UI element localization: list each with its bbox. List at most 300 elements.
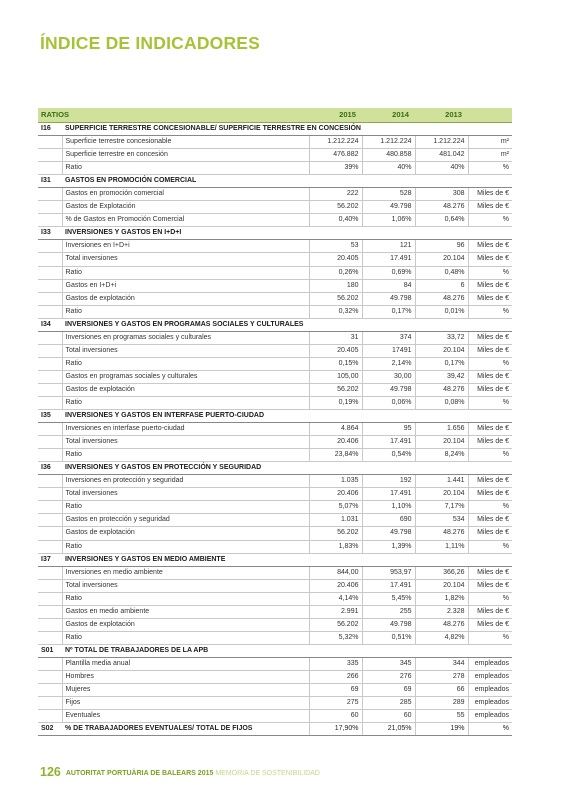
row-code-blank <box>38 136 62 149</box>
row-code-blank <box>38 423 62 436</box>
value-2013: 534 <box>415 514 468 527</box>
value-2013: 20.104 <box>415 579 468 592</box>
table-row <box>38 357 512 370</box>
unit: empleados <box>468 670 512 683</box>
indicator-code: I36 <box>38 462 62 475</box>
value-2014: 17.491 <box>362 488 415 501</box>
value-2014: 17.491 <box>362 579 415 592</box>
indicators-table-body <box>38 108 512 736</box>
row-label: Inversiones en medio ambiente <box>62 566 309 579</box>
footer-year: 2015 <box>197 770 214 777</box>
unit: Miles de € <box>468 618 512 631</box>
value-2013: 481.042 <box>415 149 468 162</box>
value-2014: 1,10% <box>362 501 415 514</box>
table-row <box>38 396 512 409</box>
footer-memo: MEMORIA DE SOSTENIBILIDAD <box>215 770 320 777</box>
value-2015: 39% <box>309 162 362 175</box>
unit: Miles de € <box>468 383 512 396</box>
header-year-2013: 2013 <box>415 108 468 123</box>
table-row <box>38 697 512 710</box>
value-2013: 366,26 <box>415 566 468 579</box>
row-label: % de Gastos en Promoción Comercial <box>62 214 309 227</box>
unit: empleados <box>468 684 512 697</box>
row-code-blank <box>38 357 62 370</box>
unit: Miles de € <box>468 605 512 618</box>
unit: Miles de € <box>468 331 512 344</box>
table-row <box>38 201 512 214</box>
row-label: Inversiones en I+D+i <box>62 240 309 253</box>
header-unit-blank <box>468 108 512 123</box>
row-label: Gastos en I+D+i <box>62 279 309 292</box>
table-row <box>38 540 512 553</box>
row-label: Ratio <box>62 540 309 553</box>
value-2015: 56.202 <box>309 618 362 631</box>
table-row <box>38 305 512 318</box>
value-2014: 192 <box>362 475 415 488</box>
value-2014: 121 <box>362 240 415 253</box>
indicator-code: I37 <box>38 553 62 566</box>
row-code-blank <box>38 501 62 514</box>
table-row <box>38 370 512 383</box>
value-2014: 0,17% <box>362 305 415 318</box>
row-label: Total inversiones <box>62 436 309 449</box>
table-row <box>38 279 512 292</box>
row-code-blank <box>38 396 62 409</box>
table-row <box>38 527 512 540</box>
section-header-row <box>38 318 512 331</box>
value-2013: 33,72 <box>415 331 468 344</box>
row-code-blank <box>38 383 62 396</box>
value-2014: 480.858 <box>362 149 415 162</box>
row-code-blank <box>38 566 62 579</box>
value-2015: 1.212.224 <box>309 136 362 149</box>
section-title: INVERSIONES Y GASTOS EN I+D+I <box>62 227 512 240</box>
page-title: ÍNDICE DE INDICADORES <box>40 33 261 53</box>
unit: empleados <box>468 657 512 670</box>
value-2015: 60 <box>309 710 362 723</box>
value-2013: 20.104 <box>415 436 468 449</box>
unit: Miles de € <box>468 201 512 214</box>
row-label: Ratio <box>62 592 309 605</box>
value-2013: 1.212.224 <box>415 136 468 149</box>
value-2013: 48.276 <box>415 292 468 305</box>
row-code-blank <box>38 488 62 501</box>
table-row <box>38 136 512 149</box>
table-row <box>38 240 512 253</box>
value-2015: 335 <box>309 657 362 670</box>
indicators-table <box>38 108 512 736</box>
value-2015: 56.202 <box>309 383 362 396</box>
value-2015: 0,40% <box>309 214 362 227</box>
table-row <box>38 475 512 488</box>
value-2014: 285 <box>362 697 415 710</box>
value-2015: 20.406 <box>309 488 362 501</box>
value-2013: 0,01% <box>415 305 468 318</box>
value-2014: 1.212.224 <box>362 136 415 149</box>
section-title: INVERSIONES Y GASTOS EN PROTECCIÓN Y SEGURIDAD <box>62 462 512 475</box>
row-label: Fijos <box>62 697 309 710</box>
value-2013: 4,82% <box>415 631 468 644</box>
row-code-blank <box>38 370 62 383</box>
row-label: Ratio <box>62 266 309 279</box>
value-2014: 49.798 <box>362 292 415 305</box>
table-row <box>38 214 512 227</box>
row-label: Gastos de Explotación <box>62 201 309 214</box>
value-2014: 0,54% <box>362 449 415 462</box>
row-code-blank <box>38 344 62 357</box>
table-row <box>38 292 512 305</box>
value-2013: 1,82% <box>415 592 468 605</box>
value-2015: 20.405 <box>309 253 362 266</box>
row-label: Inversiones en interfase puerto-ciudad <box>62 423 309 436</box>
row-label: Ratio <box>62 501 309 514</box>
row-label: Gastos en promoción comercial <box>62 188 309 201</box>
value-2013: 6 <box>415 279 468 292</box>
unit: % <box>468 396 512 409</box>
row-label: Ratio <box>62 305 309 318</box>
value-2013: 344 <box>415 657 468 670</box>
row-code-blank <box>38 618 62 631</box>
section-header-row <box>38 462 512 475</box>
row-label: Total inversiones <box>62 344 309 357</box>
unit: Miles de € <box>468 514 512 527</box>
value-2015: 5,07% <box>309 501 362 514</box>
unit: % <box>468 266 512 279</box>
row-code-blank <box>38 592 62 605</box>
value-2014: 17491 <box>362 344 415 357</box>
row-code-blank <box>38 253 62 266</box>
value-2015: 0,15% <box>309 357 362 370</box>
value-2013: 0,48% <box>415 266 468 279</box>
value-2014: 84 <box>362 279 415 292</box>
row-code-blank <box>38 449 62 462</box>
value-2015: 180 <box>309 279 362 292</box>
value-2014: 2,14% <box>362 357 415 370</box>
row-label: Ratio <box>62 396 309 409</box>
section-title: INVERSIONES Y GASTOS EN MEDIO AMBIENTE <box>62 553 512 566</box>
section-header-row <box>38 410 512 423</box>
value-2015: 4.864 <box>309 423 362 436</box>
row-label: Hombres <box>62 670 309 683</box>
row-code-blank <box>38 684 62 697</box>
table-row <box>38 331 512 344</box>
value-2015: 5,32% <box>309 631 362 644</box>
value-2014: 49.798 <box>362 383 415 396</box>
table-row <box>38 188 512 201</box>
row-code-blank <box>38 605 62 618</box>
indicator-code: S02 <box>38 723 62 736</box>
row-label: Ratio <box>62 449 309 462</box>
value-2015: 1.035 <box>309 475 362 488</box>
value-2013: 40% <box>415 162 468 175</box>
row-code-blank <box>38 527 62 540</box>
row-label: Eventuales <box>62 710 309 723</box>
value-2015: 56.202 <box>309 292 362 305</box>
row-code-blank <box>38 475 62 488</box>
row-code-blank <box>38 149 62 162</box>
section-title: GASTOS EN PROMOCIÓN COMERCIAL <box>62 175 512 188</box>
value-2015: 2.991 <box>309 605 362 618</box>
value-2013: 0,17% <box>415 357 468 370</box>
value-2013: 1.441 <box>415 475 468 488</box>
table-header-row <box>38 108 512 123</box>
value-2013: 1.656 <box>415 423 468 436</box>
indicator-code: I35 <box>38 410 62 423</box>
row-code-blank <box>38 710 62 723</box>
value-2014: 17.491 <box>362 436 415 449</box>
section-title: % DE TRABAJADORES EVENTUALES/ TOTAL DE FIJOS <box>62 723 309 736</box>
row-code-blank <box>38 240 62 253</box>
value-2013: 48.276 <box>415 618 468 631</box>
row-label: Superficie terrestre en concesión <box>62 149 309 162</box>
unit: Miles de € <box>468 279 512 292</box>
value-2013: 66 <box>415 684 468 697</box>
value-2015: 105,00 <box>309 370 362 383</box>
value-2013: 0,64% <box>415 214 468 227</box>
table-row <box>38 344 512 357</box>
row-label: Gastos de explotación <box>62 292 309 305</box>
value-2014: 17.491 <box>362 253 415 266</box>
table-row <box>38 383 512 396</box>
value-2013: 0,08% <box>415 396 468 409</box>
unit: Miles de € <box>468 436 512 449</box>
unit: % <box>468 631 512 644</box>
row-code-blank <box>38 266 62 279</box>
row-label: Total inversiones <box>62 253 309 266</box>
row-label: Gastos en programas sociales y culturales <box>62 370 309 383</box>
value-2013: 20.104 <box>415 253 468 266</box>
section-header-row <box>38 123 512 136</box>
row-label: Mujeres <box>62 684 309 697</box>
value-2013: 20.104 <box>415 488 468 501</box>
unit: % <box>468 214 512 227</box>
row-code-blank <box>38 162 62 175</box>
value-2014: 374 <box>362 331 415 344</box>
table-row <box>38 710 512 723</box>
table-row <box>38 449 512 462</box>
row-code-blank <box>38 540 62 553</box>
value-2014: 0,51% <box>362 631 415 644</box>
value-2015: 275 <box>309 697 362 710</box>
unit: % <box>468 357 512 370</box>
unit: Miles de € <box>468 370 512 383</box>
row-code-blank <box>38 631 62 644</box>
row-code-blank <box>38 331 62 344</box>
page-number: 126 <box>40 765 61 779</box>
value-2015: 56.202 <box>309 201 362 214</box>
header-year-2015: 2015 <box>309 108 362 123</box>
table-row <box>38 579 512 592</box>
table-row <box>38 436 512 449</box>
row-label: Inversiones en programas sociales y culturales <box>62 331 309 344</box>
value-2015: 844,00 <box>309 566 362 579</box>
value-2013: 308 <box>415 188 468 201</box>
value-2014: 255 <box>362 605 415 618</box>
value-2013: 20.104 <box>415 344 468 357</box>
value-2015: 266 <box>309 670 362 683</box>
value-2014: 69 <box>362 684 415 697</box>
page-footer <box>40 765 320 779</box>
value-2015: 23,84% <box>309 449 362 462</box>
value-2013: 289 <box>415 697 468 710</box>
row-label: Ratio <box>62 162 309 175</box>
unit: % <box>468 305 512 318</box>
indicator-code: I16 <box>38 123 62 136</box>
table-row <box>38 488 512 501</box>
unit: Miles de € <box>468 527 512 540</box>
value-2015: 0,26% <box>309 266 362 279</box>
value-2014: 1,39% <box>362 540 415 553</box>
unit: % <box>468 540 512 553</box>
row-label: Inversiones en protección y seguridad <box>62 475 309 488</box>
row-code-blank <box>38 657 62 670</box>
value-2015: 20.406 <box>309 579 362 592</box>
value-2014: 690 <box>362 514 415 527</box>
value-2013: 278 <box>415 670 468 683</box>
row-label: Ratio <box>62 631 309 644</box>
table-row <box>38 149 512 162</box>
value-2015: 1,83% <box>309 540 362 553</box>
value-2014: 21,05% <box>362 723 415 736</box>
value-2015: 20.405 <box>309 344 362 357</box>
row-label: Gastos de explotación <box>62 618 309 631</box>
row-code-blank <box>38 214 62 227</box>
value-2013: 1,11% <box>415 540 468 553</box>
row-label: Ratio <box>62 357 309 370</box>
section-title: Nº TOTAL DE TRABAJADORES DE LA APB <box>62 644 512 657</box>
row-label: Total inversiones <box>62 488 309 501</box>
value-2014: 49.798 <box>362 618 415 631</box>
value-2015: 222 <box>309 188 362 201</box>
indicator-code: I33 <box>38 227 62 240</box>
row-label: Gastos de explotación <box>62 527 309 540</box>
section-title: SUPERFICIE TERRESTRE CONCESIONABLE/ SUPERFICIE TERRESTRE EN CONCESIÓN <box>62 123 512 136</box>
row-label: Superficie terrestre concesionable <box>62 136 309 149</box>
section-header-row <box>38 175 512 188</box>
unit: % <box>468 592 512 605</box>
value-2015: 17,90% <box>309 723 362 736</box>
indicator-code: I34 <box>38 318 62 331</box>
unit: % <box>468 501 512 514</box>
value-2013: 39,42 <box>415 370 468 383</box>
value-2013: 48.276 <box>415 383 468 396</box>
value-2015: 20.406 <box>309 436 362 449</box>
row-label: Plantilla media anual <box>62 657 309 670</box>
section-title: INVERSIONES Y GASTOS EN INTERFASE PUERTO-CIUDAD <box>62 410 512 423</box>
unit: empleados <box>468 710 512 723</box>
unit: % <box>468 449 512 462</box>
value-2013: 7,17% <box>415 501 468 514</box>
row-code-blank <box>38 188 62 201</box>
footer-org: AUTORITAT PORTUÀRIA DE BALEARS <box>65 770 196 777</box>
row-label: Gastos en medio ambiente <box>62 605 309 618</box>
unit: m² <box>468 136 512 149</box>
value-2015: 69 <box>309 684 362 697</box>
row-code-blank <box>38 697 62 710</box>
value-2015: 53 <box>309 240 362 253</box>
table-row <box>38 670 512 683</box>
value-2013: 19% <box>415 723 468 736</box>
unit: Miles de € <box>468 566 512 579</box>
value-2015: 476.882 <box>309 149 362 162</box>
value-2014: 276 <box>362 670 415 683</box>
value-2015: 56.202 <box>309 527 362 540</box>
row-code-blank <box>38 514 62 527</box>
table-row <box>38 514 512 527</box>
header-year-2014: 2014 <box>362 108 415 123</box>
value-2014: 528 <box>362 188 415 201</box>
table-row <box>38 423 512 436</box>
table-row <box>38 592 512 605</box>
value-2014: 345 <box>362 657 415 670</box>
unit: empleados <box>468 697 512 710</box>
row-code-blank <box>38 305 62 318</box>
section-header-row <box>38 553 512 566</box>
value-2014: 1,06% <box>362 214 415 227</box>
unit: % <box>468 723 512 736</box>
value-2013: 2.328 <box>415 605 468 618</box>
table-row <box>38 605 512 618</box>
value-2015: 0,19% <box>309 396 362 409</box>
table-row <box>38 684 512 697</box>
row-label: Gastos en protección y seguridad <box>62 514 309 527</box>
row-code-blank <box>38 670 62 683</box>
value-2015: 0,32% <box>309 305 362 318</box>
unit: Miles de € <box>468 344 512 357</box>
unit: Miles de € <box>468 579 512 592</box>
table-row <box>38 266 512 279</box>
value-2014: 49.798 <box>362 201 415 214</box>
table-row <box>38 631 512 644</box>
unit: Miles de € <box>468 253 512 266</box>
value-2014: 49.798 <box>362 527 415 540</box>
value-2014: 30,00 <box>362 370 415 383</box>
unit: Miles de € <box>468 475 512 488</box>
table-row <box>38 566 512 579</box>
value-2014: 95 <box>362 423 415 436</box>
unit: Miles de € <box>468 423 512 436</box>
indicator-code: I31 <box>38 175 62 188</box>
unit: Miles de € <box>468 188 512 201</box>
section-title: INVERSIONES Y GASTOS EN PROGRAMAS SOCIALES Y CULTURALES <box>62 318 512 331</box>
table-row <box>38 618 512 631</box>
indicator-code: S01 <box>38 644 62 657</box>
table-row <box>38 162 512 175</box>
value-2013: 48.276 <box>415 201 468 214</box>
value-2014: 5,45% <box>362 592 415 605</box>
value-2013: 48.276 <box>415 527 468 540</box>
value-2013: 96 <box>415 240 468 253</box>
row-code-blank <box>38 279 62 292</box>
value-2015: 4,14% <box>309 592 362 605</box>
value-2015: 31 <box>309 331 362 344</box>
unit: % <box>468 162 512 175</box>
value-2014: 0,69% <box>362 266 415 279</box>
value-2014: 40% <box>362 162 415 175</box>
unit: Miles de € <box>468 292 512 305</box>
table-row <box>38 501 512 514</box>
row-label: Gastos de explotación <box>62 383 309 396</box>
unit: m² <box>468 149 512 162</box>
table-row <box>38 657 512 670</box>
unit: Miles de € <box>468 240 512 253</box>
value-2013: 8,24% <box>415 449 468 462</box>
header-ratios-label: RATIOS <box>38 108 309 123</box>
value-2014: 0,06% <box>362 396 415 409</box>
row-code-blank <box>38 292 62 305</box>
value-2015: 1.031 <box>309 514 362 527</box>
table-row <box>38 253 512 266</box>
